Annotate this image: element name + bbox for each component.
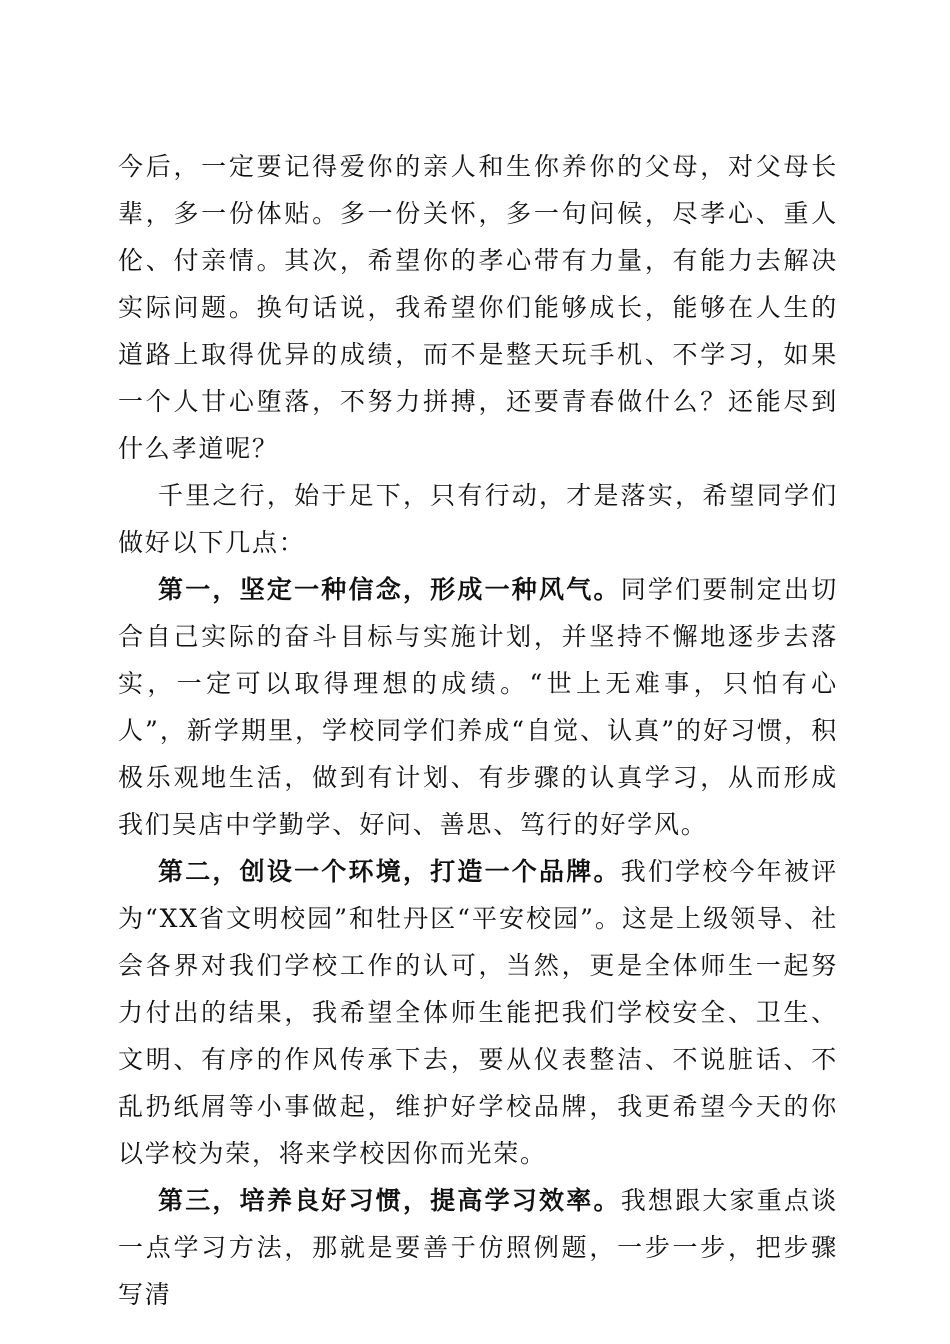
paragraph-3-text: 同学们要制定出切合自己实际的奋斗目标与实施计划，并坚持不懈地逐步去落实，一定可以取得理想的成绩。“世上无难事，只怕有心人”，新学期里，学校同学们养成“自觉、认真”的好习惯，积极乐观地生活，做到有计划、有步骤的认真学习，从而形成我们吴店中学勤学、好问、善思、笃行的好学风。	[118, 575, 839, 839]
paragraph-5	[118, 1177, 838, 1318]
paragraph-1	[118, 143, 838, 472]
paragraph-1-text: 今后，一定要记得爱你的亲人和生你养你的父母，对父母长辈，多一份体贴。多一份关怀，多一句问候，尽孝心、重人伦、付亲情。其次，希望你的孝心带有力量，有能力去解决实际问题。换句话说，我希望你们能够成长，能够在人生的道路上取得优异的成绩，而不是整天玩手机、不学习，如果一个人甘心堕落，不努力拼搏，还要青春做什么？还能尽到什么孝道呢？	[118, 152, 838, 463]
paragraph-4	[118, 848, 838, 1177]
paragraph-3	[118, 566, 838, 848]
document-body	[118, 143, 838, 1318]
paragraph-4-heading: 第二，创设一个环境，打造一个品牌。	[158, 857, 621, 886]
paragraph-2-text: 千里之行，始于足下，只有行动，才是落实，希望同学们做好以下几点：	[118, 481, 838, 557]
paragraph-5-text: 我想跟大家重点谈一点学习方法，那就是要善于仿照例题，一步一步，把步骤写清	[118, 1186, 839, 1309]
paragraph-3-heading: 第一，坚定一种信念，形成一种风气。	[158, 575, 621, 604]
paragraph-2	[118, 472, 838, 566]
paragraph-4-text: 我们学校今年被评为“XX省文明校园”和牡丹区“平安校园”。这是上级领导、社会各界对我们学校工作的认可，当然，更是全体师生一起努力付出的结果，我希望全体师生能把我们学校安全、卫生、文明、有序的作风传承下去，要从仪表整洁、不说脏话、不乱扔纸屑等小事做起，维护好学校品牌，我更希望今天的你以学校为荣，将来学校因你而光荣。	[118, 857, 839, 1168]
paragraph-5-heading: 第三，培养良好习惯，提高学习效率。	[158, 1186, 621, 1215]
